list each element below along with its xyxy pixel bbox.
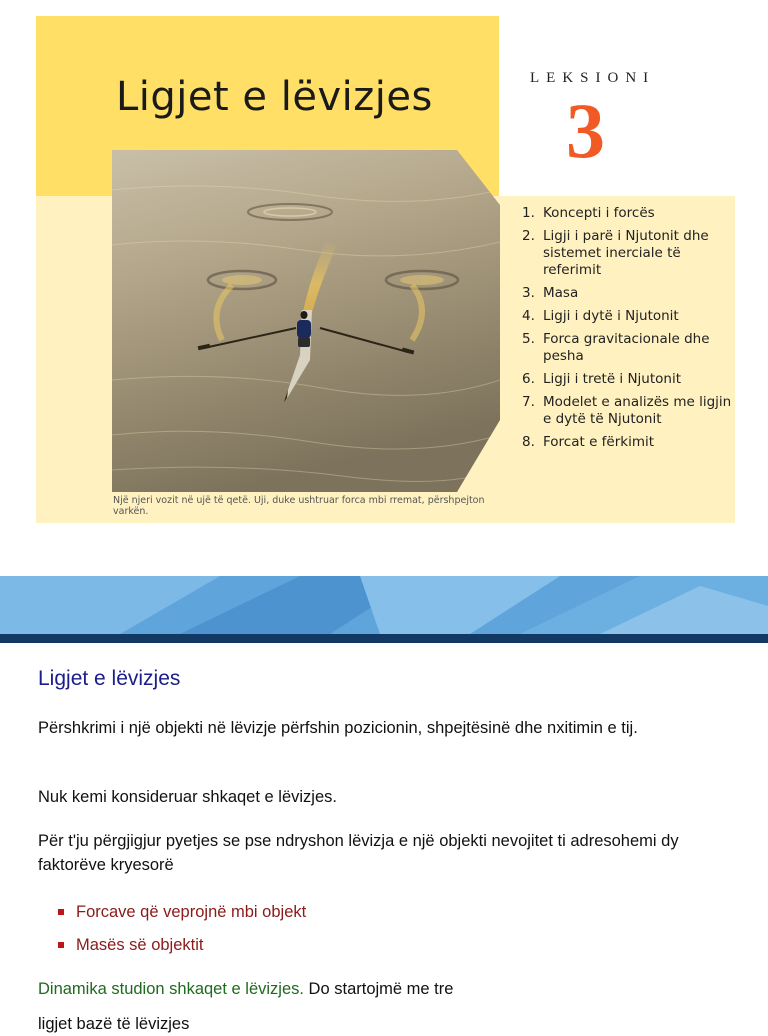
lesson-number: 3 (566, 87, 605, 174)
toc-item: 8. Forcat e fërkimit (522, 434, 655, 450)
paragraph: Përshkrimi i një objekti në lëvizje përfshin pozicionin, shpejtësinë dhe nxitimin e tij. (38, 719, 638, 737)
paragraph: Nuk kemi konsideruar shkaqet e lëvizjes. (38, 788, 337, 806)
photo-caption: Një njeri vozit në ujë të qetë. Uji, duke ushtruar forca mbi rremat, përshpejton varkën. (113, 495, 485, 517)
paragraph: Dinamika studion shkaqet e lëvizjes. Do startojmë me tre (38, 980, 454, 998)
toc-item: 2. Ligji i parë i Njutonit dhe sistemet inerciale të referimit (522, 228, 709, 278)
toc-item: 7. Modelet e analizës me ligjin e dytë të Njutonit (522, 394, 732, 427)
slide-title: Ligjet e lëvizjes (38, 667, 181, 690)
slide-banner (0, 576, 768, 634)
toc-item: 3. Masa (522, 285, 579, 301)
bullet-list (58, 900, 306, 966)
lesson-contents (522, 205, 734, 457)
toc-item: 5. Forca gravitacionale dhe pesha (522, 331, 710, 364)
highlight-text: Dinamika studion shkaqet e lëvizjes. (38, 980, 304, 998)
bullet-icon (58, 942, 64, 948)
paragraph: Për t'ju përgjigjur pyetjes se pse ndryshon lëvizja e një objekti nevojitet ti adresohemi dy faktorëve kryesorë (38, 832, 679, 874)
paragraph: ligjet bazë të lëvizjes (38, 1015, 190, 1033)
banner-stripe (0, 634, 768, 643)
chapter-title: Ligjet e lëvizjes (116, 74, 433, 120)
toc-item: 1. Koncepti i forcës (522, 205, 655, 221)
lesson-label: LEKSIONI (530, 70, 656, 86)
bullet-icon (58, 909, 64, 915)
toc-item: 4. Ligji i dytë i Njutonit (522, 308, 679, 324)
bullet-item: Masës së objektit (58, 933, 306, 957)
rowing-photo (112, 150, 500, 492)
toc-item: 6. Ligji i tretë i Njutonit (522, 371, 682, 387)
bullet-item: Forcave që veprojnë mbi objekt (58, 900, 306, 924)
